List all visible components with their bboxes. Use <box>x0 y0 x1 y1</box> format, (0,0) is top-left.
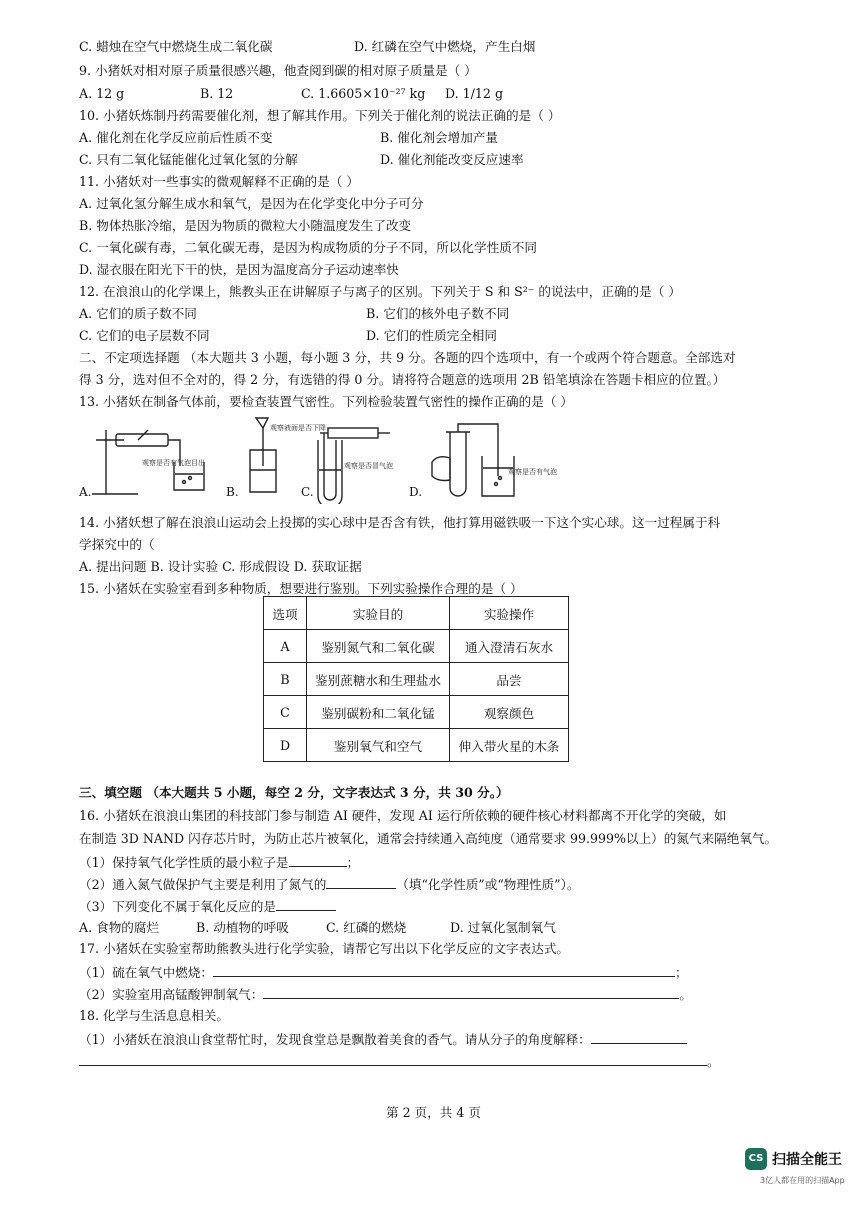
table-cell: 鉴别氮气和二氧化碳 <box>307 630 450 663</box>
q12-option-a: A. 它们的质子数不同 <box>79 306 197 321</box>
q10-option-d: D. 催化剂能改变反应速率 <box>380 152 524 167</box>
q17-stem: 17. 小猪妖在实验室帮助熊教头进行化学实验，请帮它写出以下化学反应的文字表达式。 <box>79 941 570 956</box>
table-row <box>264 729 569 762</box>
q16-option-b: B. 动植物的呼吸 <box>196 920 289 935</box>
q15-stem: 15. 小猪妖在实验室看到多种物质，想要进行鉴别。下列实验操作合理的是（ ） <box>79 581 523 596</box>
q18-part1 <box>79 1029 687 1050</box>
q16-stem-line2: 在制造 3D NAND 闪存芯片时，为防止芯片被氧化，通常会持续通入高纯度（通常要求 99.999%以上）的氮气来隔绝氧气。 <box>79 831 778 846</box>
q17-part2-blank[interactable] <box>263 984 679 999</box>
q14-options: A. 提出问题 B. 设计实验 C. 形成假设 D. 获取证据 <box>79 559 362 574</box>
q9-option-a: A. 12 g <box>79 86 125 101</box>
table-cell: 伸入带火星的木条 <box>450 729 569 762</box>
q16-part3-blank[interactable] <box>276 896 336 911</box>
q18-stem: 18. 化学与生活息息相关。 <box>79 1008 229 1023</box>
table-cell: 鉴别氧气和空气 <box>307 729 450 762</box>
q11-option-d: D. 湿衣服在阳光下干的快，是因为温度高分子运动速率快 <box>79 262 399 277</box>
q11-option-a: A. 过氧化氢分解生成水和氧气，是因为在化学变化中分子可分 <box>79 196 424 211</box>
table-cell: C <box>264 696 307 729</box>
q16-part2 <box>79 874 579 895</box>
q10-option-c: C. 只有二氧化锰能催化过氧化氢的分解 <box>79 152 298 167</box>
table-cell: 品尝 <box>450 663 569 696</box>
table-cell: 观察颜色 <box>450 696 569 729</box>
q14-stem-line1: 14. 小猪妖想了解在浪浪山运动会上投掷的实心球中是否含有铁，他打算用磁铁吸一下这个实心球。这一过程属于科 <box>79 515 721 530</box>
q13-note-a: 观察是否有气泡目出 <box>142 459 205 467</box>
section2-heading-line1: 二、不定项选择题 （本大题共 3 小题，每小题 3 分，共 9 分。各题的四个选项中，有一个或两个符合题意。全部选对 <box>79 350 736 365</box>
q13-note-b: 观察液面是否下降 <box>270 424 326 432</box>
page-footer: 第 2 页，共 4 页 <box>385 1105 481 1120</box>
table-header: 选项 <box>264 597 307 630</box>
q9-option-b: B. 12 <box>200 86 234 101</box>
q13-note-d: 观察是否有气泡 <box>508 468 557 476</box>
q16-part1-text: （1）保持氧气化学性质的最小粒子是 <box>79 855 289 870</box>
table-cell: A <box>264 630 307 663</box>
q8-option-c: C. 蜡烛在空气中燃烧生成二氧化碳 <box>79 39 273 54</box>
q10-stem: 10. 小猪妖炼制丹药需要催化剂，想了解其作用。下列关于催化剂的说法正确的是（ ） <box>79 108 561 123</box>
section2-heading-line2: 得 3 分，选对但不全对的，得 2 分，有选错的得 0 分。请将符合题意的选项用 2B 铅笔填涂在答题卡相应的位置。） <box>79 372 726 387</box>
q13-note-c: 观察是否冒气泡 <box>344 462 393 470</box>
q16-part1-blank[interactable] <box>289 852 347 867</box>
section3-heading: 三、填空题 （本大题共 5 小题，每空 2 分，文字表达式 3 分，共 30 分。） <box>79 785 509 800</box>
table-cell: D <box>264 729 307 762</box>
q18-part1-blank[interactable] <box>591 1029 687 1044</box>
q12-option-d: D. 它们的性质完全相同 <box>366 328 497 343</box>
q8-option-d: D. 红磷在空气中燃烧，产生白烟 <box>354 39 536 54</box>
q16-part2-blank[interactable] <box>326 874 396 889</box>
q11-stem: 11. 小猪妖对一些事实的微观解释不正确的是（ ） <box>79 174 359 189</box>
scanner-tagline: 3亿人都在用的扫描App <box>760 1176 845 1185</box>
q11-option-c: C. 一氧化碳有毒，二氧化碳无毒，是因为构成物质的分子不同，所以化学性质不同 <box>79 240 537 255</box>
q17-part1-blank[interactable] <box>213 962 675 977</box>
table-header-row <box>264 597 569 630</box>
q13-label-d: D. <box>409 485 423 499</box>
scanner-app-name: 扫描全能王 <box>772 1152 842 1168</box>
q16-part3-text: （3）下列变化不属于氧化反应的是 <box>79 899 276 914</box>
q9-stem: 9. 小猪妖对相对原子质量很感兴趣，他查阅到碳的相对原子质量是（ ） <box>79 63 477 78</box>
q17-part1: （1）硫在氧气中燃烧： ； <box>79 962 688 983</box>
q13-label-c: C. <box>301 485 314 499</box>
q18-part1-line2: 。 <box>79 1051 720 1072</box>
q16-option-d: D. 过氧化氢制氧气 <box>450 920 556 935</box>
q16-option-a: A. 食物的腐烂 <box>79 920 160 935</box>
table-row <box>264 663 569 696</box>
table-header: 实验操作 <box>450 597 569 630</box>
table-cell: B <box>264 663 307 696</box>
q16-part2-text: （2）通入氮气做保护气主要是利用了氮气的 <box>79 877 327 892</box>
q12-stem: 12. 在浪浪山的化学课上，熊教头正在讲解原子与离子的区别。下列关于 S 和 S²⁻ 的说法中，正确的是（ ） <box>79 284 681 299</box>
q13-apparatus-figure <box>78 410 598 504</box>
q15-table <box>263 596 569 762</box>
q16-part2-hint: （填“化学性质”或“物理性质”）。 <box>396 877 580 892</box>
scanner-logo: CS <box>745 1148 767 1170</box>
q16-option-c: C. 红磷的燃烧 <box>326 920 407 935</box>
q16-stem-line1: 16. 小猪妖在浪浪山集团的科技部门参与制造 AI 硬件，发现 AI 运行所依赖的硬件核心材料都离不开化学的突破，如 <box>79 808 727 823</box>
table-header: 实验目的 <box>307 597 450 630</box>
q9-option-c: C. 1.6605×10⁻²⁷ kg <box>301 86 426 101</box>
q13-label-a: A. <box>79 485 92 499</box>
q16-part3 <box>79 896 336 917</box>
q10-option-b: B. 催化剂会增加产量 <box>380 130 499 145</box>
q14-stem-line2: 学探究中的（ <box>79 537 155 552</box>
table-cell: 鉴别碳粉和二氧化锰 <box>307 696 450 729</box>
q18-part1-blank2[interactable] <box>79 1051 707 1066</box>
q12-option-c: C. 它们的电子层数不同 <box>79 328 210 343</box>
q12-option-b: B. 它们的核外电子数不同 <box>366 306 510 321</box>
q9-option-d: D. 1/12 g <box>445 86 503 101</box>
q13-stem: 13. 小猪妖在制备气体前，要检查装置气密性。下列检验装置气密性的操作正确的是（ ） <box>79 394 574 409</box>
q17-part1-text: （1）硫在氧气中燃烧： <box>79 965 213 980</box>
table-row <box>264 630 569 663</box>
q10-option-a: A. 催化剂在化学反应前后性质不变 <box>79 130 273 145</box>
q18-part1-text: （1）小猪妖在浪浪山食堂帮忙时，发现食堂总是飘散着美食的香气。请从分子的角度解释： <box>79 1032 591 1047</box>
table-row <box>264 696 569 729</box>
q13-label-b: B. <box>226 485 239 499</box>
table-cell: 通入澄清石灰水 <box>450 630 569 663</box>
q17-part2: （2）实验室用高锰酸钾制氧气： 。 <box>79 984 692 1005</box>
q16-part1: （1）保持氧气化学性质的最小粒子是 ； <box>79 852 359 873</box>
table-cell: 鉴别蔗糖水和生理盐水 <box>307 663 450 696</box>
q17-part2-text: （2）实验室用高锰酸钾制氧气： <box>79 987 264 1002</box>
q11-option-b: B. 物体热胀冷缩，是因为物质的微粒大小随温度发生了改变 <box>79 218 412 233</box>
